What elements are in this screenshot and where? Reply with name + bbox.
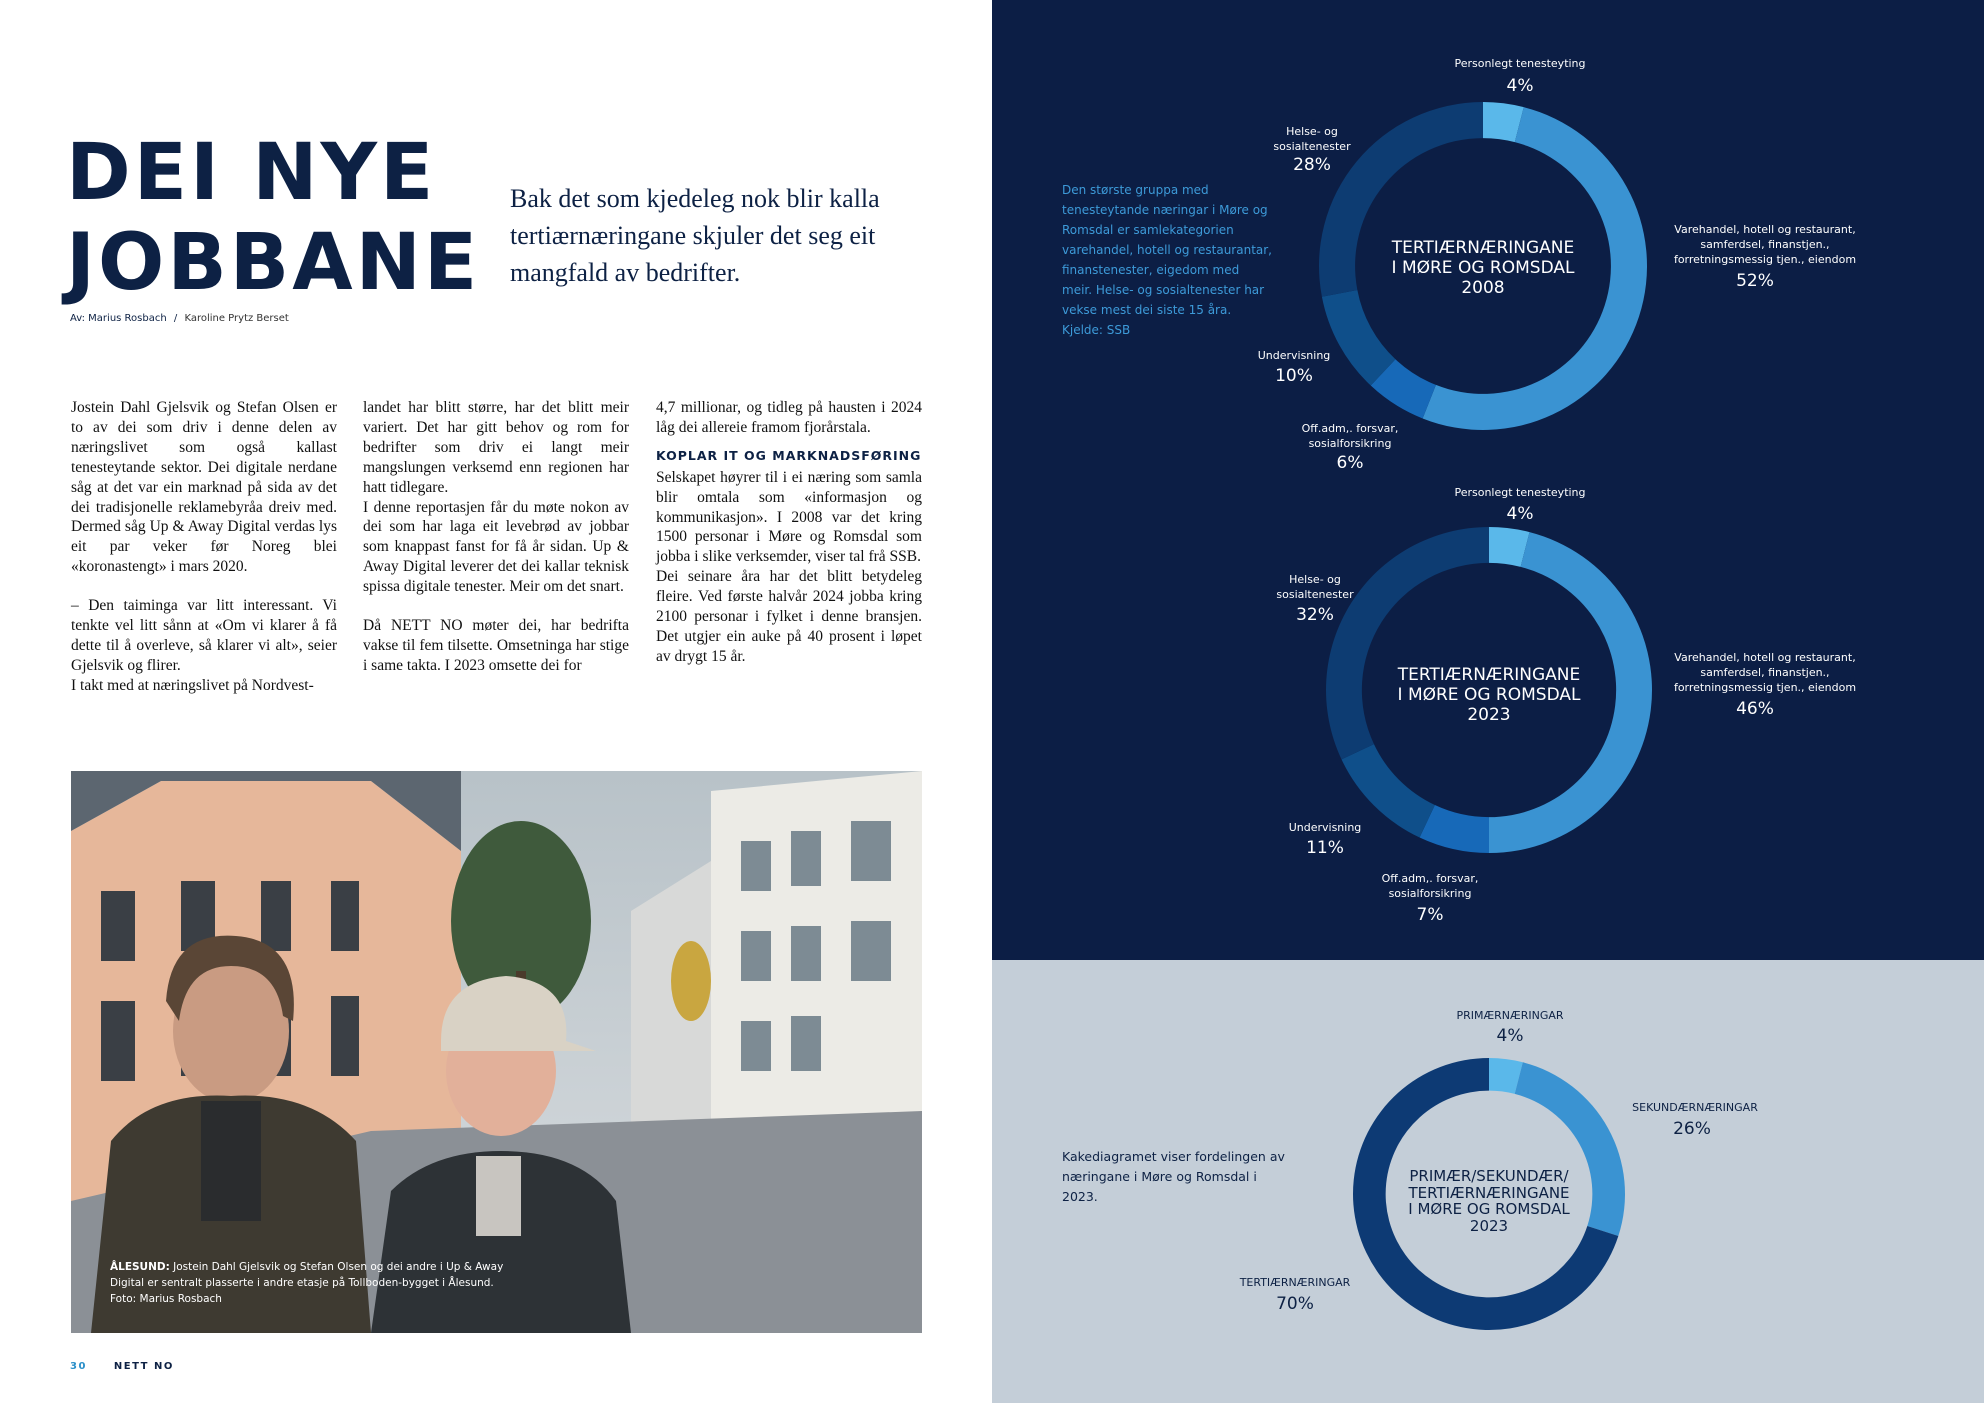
segment-label: Undervisning [1257,349,1331,362]
body-column-1 [71,398,337,696]
body-column-3 [656,398,922,667]
chart-title-line: 2008 [1461,278,1505,298]
segment-value: 28% [1293,155,1331,175]
segment-value: 26% [1673,1119,1711,1139]
segment-value: 10% [1275,366,1313,386]
segment-value: 7% [1416,905,1444,925]
chart-title-line: TERTIÆRNÆRINGANE [1397,665,1581,685]
paragraph: – Den taiminga var litt interessant. Vi tenkte vel litt sånn at «Om vi klarer å få dette til å overleve, så klarer vi alt», seier Gjelsvik og flirer. [71,597,337,674]
byline [70,313,289,324]
body-column-2 [363,398,629,676]
segment-value: 70% [1276,1294,1314,1314]
chart-title-line: PRIMÆR/SEKUNDÆR/ [1409,1167,1569,1185]
byline-photographer: Karoline Prytz Berset [184,313,289,324]
segment-value: 46% [1736,699,1774,719]
segment-value: 6% [1336,453,1364,473]
segment-label: Helse- og sosialtenester [1273,125,1351,153]
segment-label: PRIMÆRNÆRINGAR [1456,1009,1564,1022]
segment-value: 4% [1506,504,1534,524]
photo-caption [110,1259,530,1307]
paragraph: I denne reportasjen får du møte nokon av dei som har laga eit levebrød av jobbar som knappast fanst for få år sidan. Up & Away Digital leverer det dei kallar teknisk spissa digitale tenester. Meir om det snart. [363,498,629,596]
segment-value: 4% [1506,76,1534,96]
chart-title-line: I MØRE OG ROMSDAL [1408,1200,1570,1218]
segment-value: 32% [1296,605,1334,625]
headline [66,128,486,308]
segment-label: TERTIÆRNÆRINGAR [1239,1276,1351,1289]
segment-label: Varehandel, hotell og restaurant, samferdsel, finanstjen., forretningsmessig tjen., eiendom [1673,651,1857,694]
lede: Bak det som kjedeleg nok blir kalla tertiærnæringane skjuler det seg eit mangfald av bedrifter. [510,184,880,287]
caption-place: ÅLESUND: [110,1261,170,1273]
page-number: 30 [70,1361,87,1372]
paragraph: I takt med at næringslivet på Nordvest- [71,676,314,694]
paragraph: Då NETT NO møter dei, har bedrifta vakse til fem tilsette. Omsetninga har stige i same takta. I 2023 omsette dei for [363,617,629,674]
chart-title-line: I MØRE OG ROMSDAL [1391,258,1575,278]
article-photo [71,771,922,1333]
caption-text: Jostein Dahl Gjelsvik og Stefan Olsen og dei andre i Up & Away Digital er sentralt plasserte i andre etasje på Tollboden-bygget i Ålesund. [110,1261,504,1289]
segment-label: Personlegt tenesteyting [1454,57,1586,70]
subheading: KOPLAR IT OG MARKNADSFØRING [656,447,922,463]
chart-2008-title [1333,238,1633,298]
segment-label: Off.adm,. forsvar, sosialforsikring [1301,422,1399,450]
chart-title-line: TERTIÆRNÆRINGANE [1408,1183,1570,1202]
paragraph: Dei seinare åra har det blitt betydeleg fleire. Ved første halvår 2024 jobba kring 2100 personar i fylket i denne bransjen. Det utgjer ein auke på 40 prosent i løpet av drygt 15 år. [656,568,922,665]
segment-label: Undervisning [1288,821,1362,834]
paragraph: Selskapet høyrer til i ei næring som samla blir omtala som «informasjon og kommunikasjon». I 2008 var det kring 1500 personar i Møre og Romsdal som jobba i slike verksemder, viser tal frå SSB. [656,468,922,566]
segment-value: 4% [1496,1026,1524,1046]
segment-label: Personlegt tenesteyting [1454,486,1586,499]
chart-note-light: Kakediagramet viser fordelingen av næringane i Møre og Romsdal i 2023. [1062,1149,1285,1204]
chart-title-line: 2023 [1469,1216,1509,1235]
chart-title-line: I MØRE OG ROMSDAL [1397,685,1581,705]
headline-line-1: DEI NYE [66,128,437,218]
paragraph: Jostein Dahl Gjelsvik og Stefan Olsen er to av dei som driv i denne delen av næringslivet som også kallast tenesteytande sektor. Dei digitale nerdane såg at det var ein marknad på sida av det dei tradisjonelle reklamebyråa dreiv med. Dermed såg Up & Away Digital verdas lys eit par veker før Noreg blei «koronastengt» i mars 2020. [71,399,337,576]
segment-label: Helse- og sosialtenester [1276,573,1354,601]
chart-2023-title [1339,665,1639,725]
segment-label: Varehandel, hotell og restaurant, samferdsel, finanstjen., forretningsmessig tjen., eiendom [1673,223,1857,266]
byline-separator: / [173,313,178,324]
chart-title-line: 2023 [1467,705,1511,725]
chart-sectors-title [1364,1168,1614,1234]
segment-label: SEKUNDÆRNÆRINGAR [1632,1101,1758,1114]
caption-photo-credit: Foto: Marius Rosbach [110,1293,222,1305]
photo-illustration [71,771,922,1333]
byline-author: Av: Marius Rosbach [70,313,167,324]
folio [70,1361,174,1372]
chart-note-dark: Den største gruppa med tenesteytande næringar i Møre og Romsdal er samlekategorien varehandel, hotell og restaurantar, finanstenester, eigedom med meir. Helse- og sosialtenester har vekse mest dei siste 15 åra. Kjelde: SSB [1062,183,1272,337]
magazine-name: NETT NO [113,1361,174,1372]
segment-label: Off.adm,. forsvar, sosialforsikring [1381,872,1479,900]
headline-line-2: JOBBANE [66,218,481,308]
paragraph: 4,7 millionar, og tidleg på hausten i 2024 låg dei allereie framom fjorårstala. [656,399,922,436]
segment-value: 11% [1306,838,1344,858]
paragraph: landet har blitt større, har det blitt meir variert. Det har gitt behov og rom for bedrifter som driv ei langt meir mangslungen verksemd enn regionen har hatt tidlegare. [363,399,629,496]
chart-title-line: TERTIÆRNÆRINGANE [1391,238,1575,258]
segment-value: 52% [1736,271,1774,291]
